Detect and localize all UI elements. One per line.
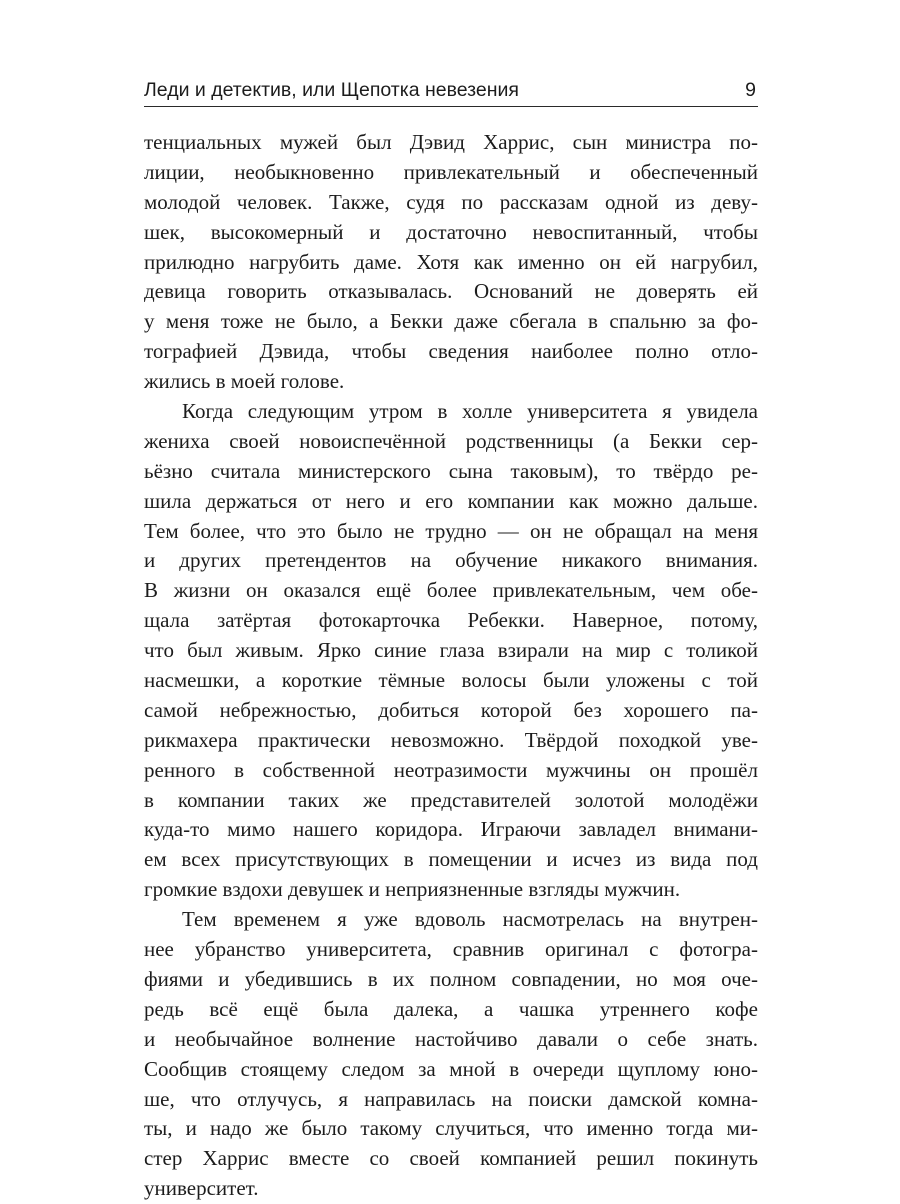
text-line: молодой человек. Также, судя по рассказам одной из деву-: [144, 189, 758, 214]
text-line: насмешки, а короткие тёмные волосы были уложены с той: [144, 668, 758, 693]
text-line: самой небрежностью, добиться которой без хорошего па-: [144, 697, 758, 722]
text-line: ты, и надо же было такому случиться, что именно тогда ми-: [144, 1116, 758, 1141]
text-line: ем всех присутствующих в помещении и исчез из вида под: [144, 847, 758, 872]
text-line: Тем временем я уже вдоволь насмотрелась на внутрен-: [182, 907, 758, 932]
text-line: что был живым. Ярко синие глаза взирали на мир с толикой: [144, 638, 758, 663]
text-line: у меня тоже не было, а Бекки даже сбегала в спальню за фо-: [144, 309, 758, 334]
text-line: фиями и убедившись в их полном совпадении, но моя оче-: [144, 966, 758, 991]
text-line: и других претендентов на обучение никакого внимания.: [144, 548, 758, 573]
text-line: ренного в собственной неотразимости мужчины он прошёл: [144, 757, 758, 782]
text-line: В жизни он оказался ещё более привлекательным, чем обе-: [144, 578, 758, 603]
text-line: ьёзно считала министерского сына таковым), то твёрдо ре-: [144, 458, 758, 483]
text-line: и необычайное волнение настойчиво давали о себе знать.: [144, 1026, 758, 1051]
text-line: Тем более, что это было не трудно — он не обращал на меня: [144, 518, 758, 543]
text-line: куда-то мимо нашего коридора. Играючи завладел внимани-: [144, 817, 758, 842]
paragraph-1: [144, 128, 758, 397]
paragraph-3: [144, 905, 758, 1204]
text-line: редь всё ещё была далека, а чашка утреннего кофе: [144, 996, 758, 1021]
text-line: рикмахера практически невозможно. Твёрдой походкой уве-: [144, 727, 758, 752]
text-line: щала затёртая фотокарточка Ребекки. Наверное, потому,: [144, 608, 758, 633]
text-line: шек, высокомерный и достаточно невоспитанный, чтобы: [144, 219, 758, 244]
text-line: лиции, необыкновенно привлекательный и обеспеченный: [144, 159, 758, 184]
running-title: Леди и детектив, или Щепотка невезения: [144, 79, 519, 101]
text-line: нее убранство университета, сравнив оригинал с фотогра-: [144, 937, 758, 962]
text-line: тенциальных мужей был Дэвид Харрис, сын министра по-: [144, 130, 758, 154]
running-header: [144, 74, 758, 107]
text-line: шила держаться от него и его компании как можно дальше.: [144, 488, 758, 513]
text-line: стер Харрис вместе со своей компанией решил покинуть: [144, 1146, 758, 1171]
text-line: Сообщив стоящему следом за мной в очереди щуплому юно-: [144, 1056, 758, 1081]
text-line: прилюдно нагрубить даме. Хотя как именно он ей нагрубил,: [144, 249, 758, 274]
text-line: Когда следующим утром в холле университета я увидела: [182, 399, 758, 424]
body-text: [144, 128, 758, 1204]
text-line: девица говорить отказывалась. Оснований не доверять ей: [144, 279, 758, 304]
page-number: 9: [745, 79, 756, 101]
book-page: [144, 0, 758, 1200]
text-line: ше, что отлучусь, я направилась на поиски дамской комна-: [144, 1086, 758, 1111]
text-line: университет.: [144, 1176, 259, 1201]
text-line: громкие вздохи девушек и неприязненные взгляды мужчин.: [144, 877, 681, 902]
text-line: в компании таких же представителей золотой молодёжи: [144, 787, 758, 812]
text-line: жились в моей голове.: [144, 369, 345, 394]
text-line: тографией Дэвида, чтобы сведения наиболее полно отло-: [144, 339, 758, 364]
paragraph-2: [144, 397, 758, 905]
text-line: жениха своей новоиспечённой родственницы (а Бекки сер-: [144, 428, 758, 453]
